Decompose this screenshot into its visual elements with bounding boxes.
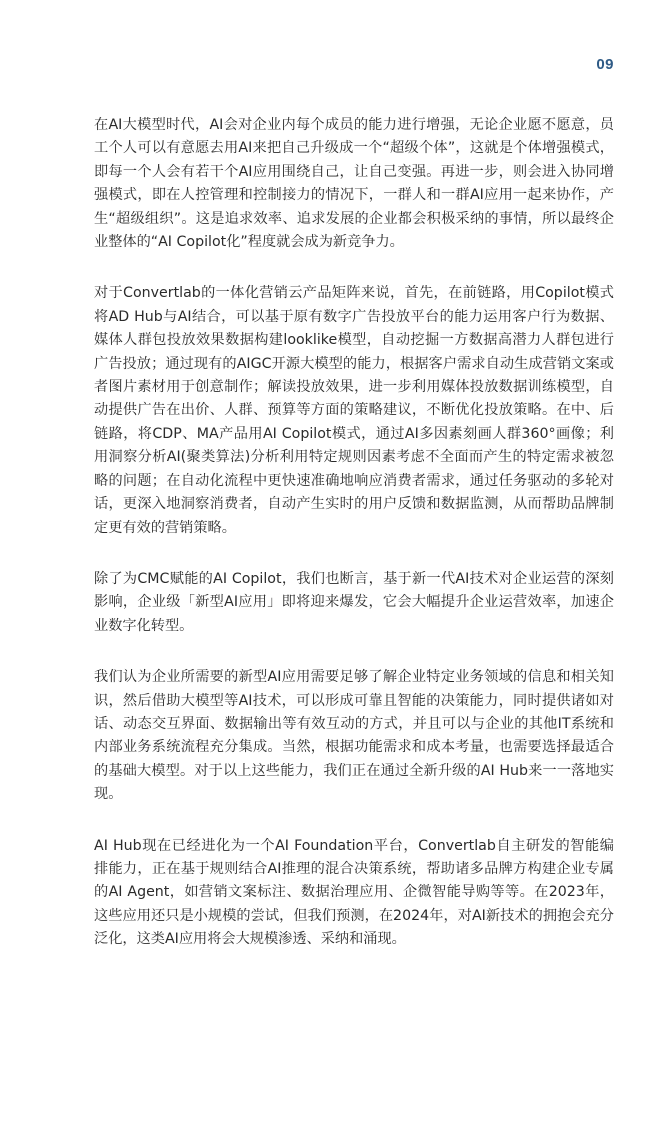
paragraph-ai-hub: AI Hub现在已经进化为一个AI Foundation平台，Convertlab自主研发的智能编排能力，正在基于规则结合AI推理的混合决策系统，帮助诸多品牌方构建企业专属的AI Agent，如营销文案标注、数据治理应用、企微智能导购等等。在2023年，这些应用还只是小规模的尝试，但我们预测，在2024年，对AI新技术的拥抱会充分泛化，这类AI应用将会大规模渗透、采纳和涌现。 xyxy=(94,837,614,948)
page-number: 09 xyxy=(596,56,614,73)
paragraph-new-ai-apps: 我们认为企业所需要的新型AI应用需要足够了解企业特定业务领域的信息和相关知识，然后借助大模型等AI技术，可以形成可靠且智能的决策能力，同时提供诸如对话、动态交互界面、数据输出等有效互动的方式，并且可以与企业的其他IT系统和内部业务系统流程充分集成。当然，根据功能需求和成本考量，也需要选择最适合的基础大模型。对于以上这些能力，我们正在通过全新升级的AI Hub来一一落地实现。 xyxy=(94,669,614,803)
document-body xyxy=(94,114,614,980)
paragraph-convertlab-matrix: 对于Convertlab的一体化营销云产品矩阵来说，首先，在前链路，用Copilot模式将AD Hub与AI结合，可以基于原有数字广告投放平台的能力运用客户行为数据、媒体人群包投放效果数据构建looklike模型，自动挖掘一方数据高潜力人群包进行广告投放；通过现有的AIGC开源大模型的能力，根据客户需求自动生成营销文案或者图片素材用于创意制作；解读投放效果，进一步利用媒体投放数据训练模型，自动提供广告在出价、人群、预算等方面的策略建议，不断优化投放策略。在中、后链路，将CDP、MA产品用AI Copilot模式，通过AI多因素刻画人群360°画像；利用洞察分析AI(聚类算法)分析利用特定规则因素考虑不全面而产生的特定需求被忽略的问题；在自动化流程中更快速准确地响应消费者需求，通过任务驱动的多轮对话，更深入地洞察消费者，自动产生实时的用户反馈和数据监测，从而帮助品牌制定更有效的营销策略。 xyxy=(94,285,614,536)
paragraph-ai-copilot: 除了为CMC赋能的AI Copilot，我们也断言，基于新一代AI技术对企业运营的深刻影响，企业级「新型AI应用」即将迎来爆发，它会大幅提升企业运营效率，加速企业数字化转型。 xyxy=(94,570,614,634)
paragraph-ai-era: 在AI大模型时代，AI会对企业内每个成员的能力进行增强，无论企业愿不愿意，员工个人可以有意愿去用AI来把自己升级成一个“超级个体”，这就是个体增强模式，即每一个人会有若干个AI应用围绕自己，让自己变强。再进一步，则会进入协同增强模式，即在人控管理和控制接力的情况下，一群人和一群AI应用一起来协作，产生“超级组织”。这是追求效率、追求发展的企业都会积极采纳的事情，所以最终企业整体的“AI Copilot化”程度就会成为新竞争力。 xyxy=(94,117,614,251)
